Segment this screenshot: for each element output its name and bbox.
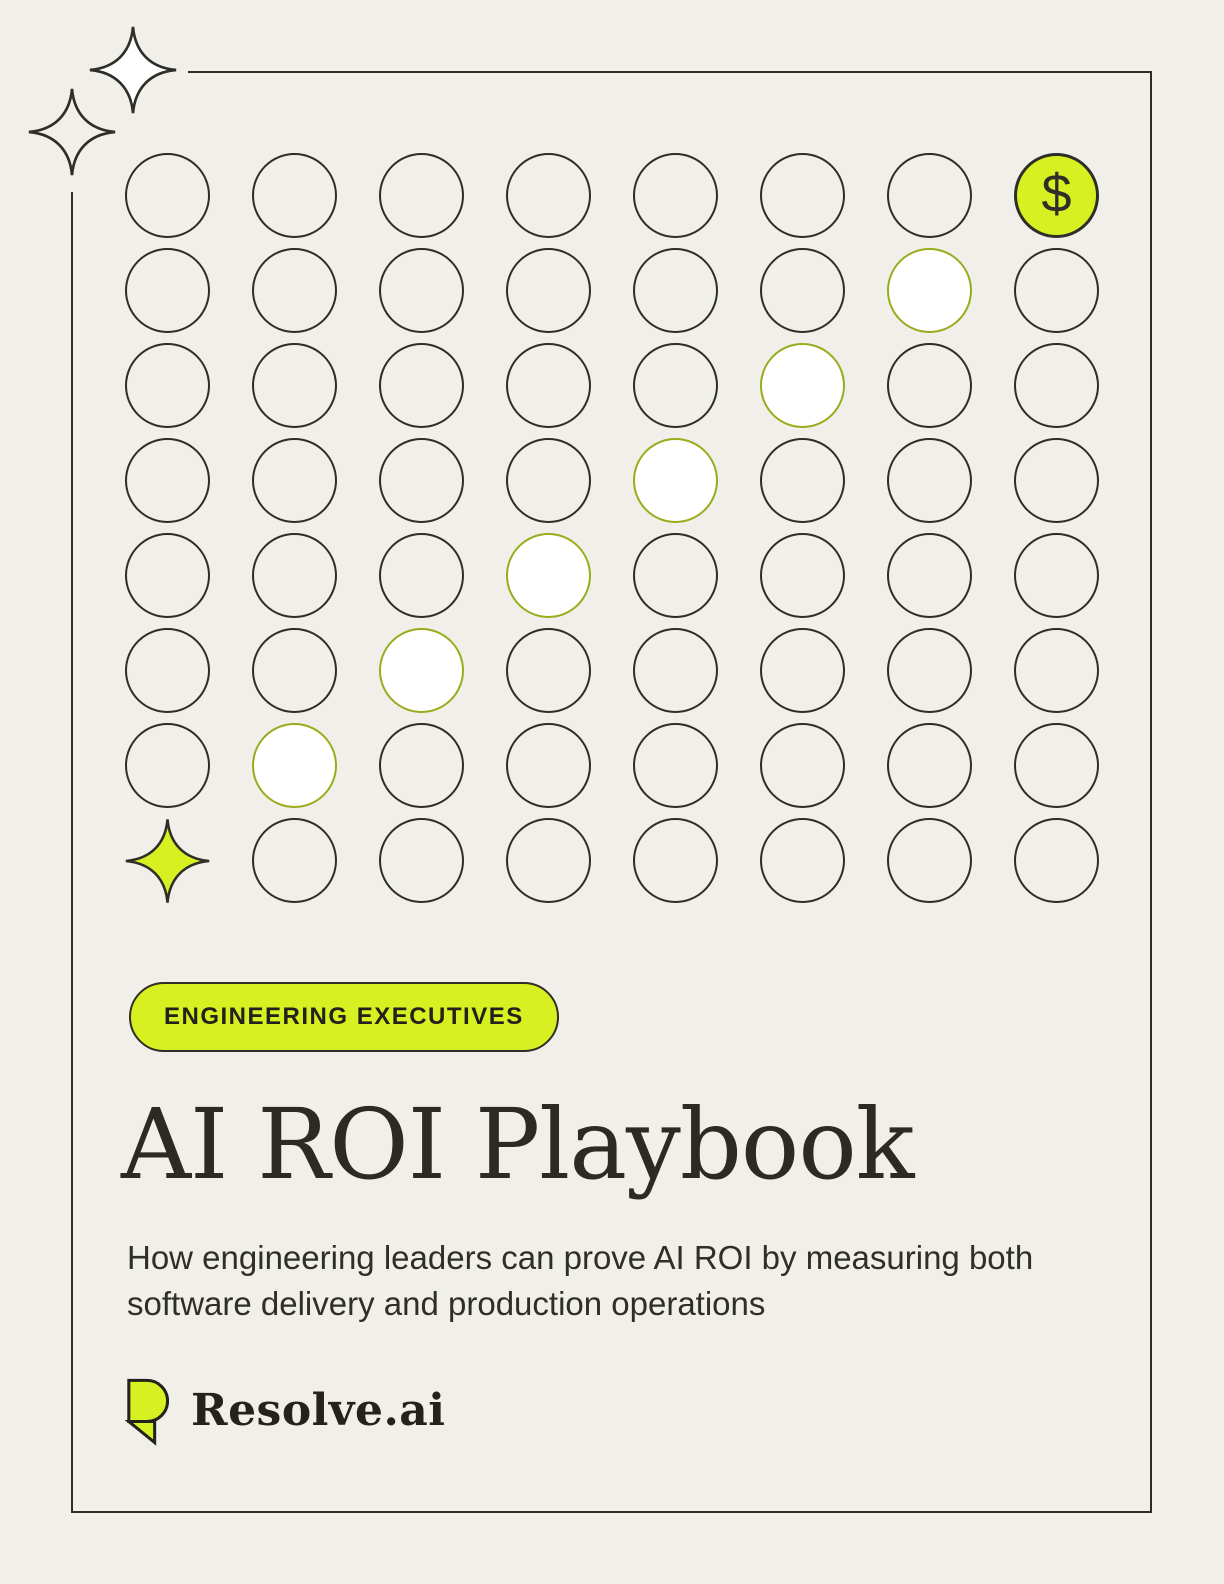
grid-circle: [887, 153, 972, 238]
grid-circle: [633, 628, 718, 713]
grid-circle: [379, 248, 464, 333]
sparkle-lime-icon: [125, 818, 210, 903]
dollar-coin-icon: $: [1014, 153, 1099, 238]
grid-circle: [252, 438, 337, 523]
grid-circle: [633, 818, 718, 903]
grid-circle: [125, 248, 210, 333]
resolve-logo-icon: [125, 1376, 169, 1446]
grid-circle: [760, 248, 845, 333]
grid-circle: [125, 723, 210, 808]
grid-circle: [633, 343, 718, 428]
sparkle-beige-icon: [28, 88, 116, 176]
audience-badge-label: ENGINEERING EXECUTIVES: [164, 1003, 524, 1030]
grid-circle: [633, 248, 718, 333]
grid-circle: [633, 533, 718, 618]
audience-badge: [129, 982, 559, 1052]
grid-circle: [1014, 533, 1099, 618]
brand-logo: [125, 1376, 446, 1446]
grid-circle: [125, 438, 210, 523]
grid-circle: [506, 438, 591, 523]
grid-circle: [252, 248, 337, 333]
diagonal-highlight-circle: [633, 438, 718, 523]
grid-circle: [633, 153, 718, 238]
grid-circle: [125, 628, 210, 713]
grid-circle: [1014, 723, 1099, 808]
grid-circle: [252, 628, 337, 713]
grid-circle: [125, 533, 210, 618]
diagonal-highlight-circle: [252, 723, 337, 808]
grid-circle: [1014, 343, 1099, 428]
page-subtitle: How engineering leaders can prove AI ROI by measuring both software delivery and production operations: [127, 1239, 1034, 1323]
grid-circle: [379, 343, 464, 428]
brand-name: Resolve.ai: [191, 1385, 446, 1436]
diagonal-highlight-circle: [887, 248, 972, 333]
grid-circle: [252, 533, 337, 618]
grid-circle: [379, 818, 464, 903]
grid-circle: [760, 153, 845, 238]
grid-circle: [887, 818, 972, 903]
grid-circle: [760, 438, 845, 523]
grid-circle: [252, 343, 337, 428]
grid-circle: [1014, 438, 1099, 523]
grid-circle: [1014, 818, 1099, 903]
grid-circle: [125, 343, 210, 428]
diagonal-highlight-circle: [506, 533, 591, 618]
grid-circle: [379, 723, 464, 808]
grid-circle: [760, 818, 845, 903]
grid-circle: [506, 723, 591, 808]
page-title: AI ROI Playbook: [121, 1088, 914, 1201]
grid-circle: [887, 723, 972, 808]
grid-circle: [379, 153, 464, 238]
circle-grid: [125, 153, 1099, 903]
grid-circle: [760, 533, 845, 618]
grid-circle: [633, 723, 718, 808]
grid-circle: [887, 628, 972, 713]
grid-circle: [252, 153, 337, 238]
grid-circle: [252, 818, 337, 903]
grid-circle: [379, 438, 464, 523]
grid-circle: [506, 153, 591, 238]
grid-circle: [1014, 628, 1099, 713]
grid-circle: [506, 628, 591, 713]
grid-circle: [760, 628, 845, 713]
diagonal-highlight-circle: [379, 628, 464, 713]
grid-circle: [506, 818, 591, 903]
grid-circle: [506, 248, 591, 333]
grid-circle: [1014, 248, 1099, 333]
grid-circle: [760, 723, 845, 808]
grid-circle: [887, 533, 972, 618]
grid-circle: [506, 343, 591, 428]
grid-circle: [887, 438, 972, 523]
grid-circle: [125, 153, 210, 238]
grid-circle: [379, 533, 464, 618]
diagonal-highlight-circle: [760, 343, 845, 428]
grid-circle: [887, 343, 972, 428]
